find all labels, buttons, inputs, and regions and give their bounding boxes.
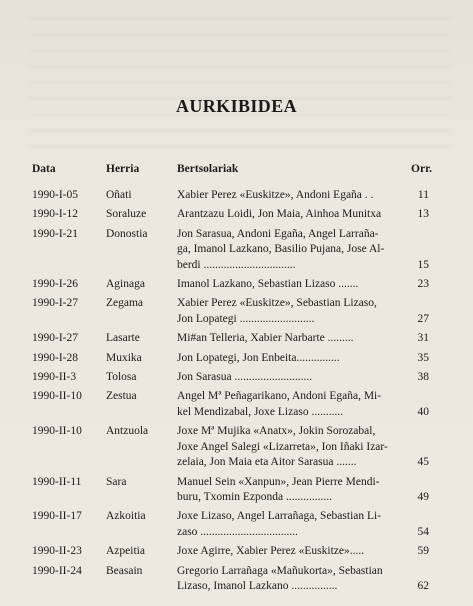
row-date: 1990-I-27 [32, 297, 78, 310]
row-bertsolariak [177, 188, 407, 203]
row-town: Beasain [106, 564, 143, 577]
row-page-number: 31 [417, 332, 429, 345]
row-town: Zegama [106, 297, 144, 310]
row-town: Zestua [106, 390, 137, 403]
row-page-number: 13 [417, 208, 429, 221]
table-row [0, 188, 473, 203]
table-row [0, 475, 473, 506]
bertsolariak-line: Jon Lopategi, Jon Enbeita............... [177, 351, 340, 364]
row-page-number: 15 [417, 258, 429, 271]
row-bertsolariak [177, 331, 407, 346]
row-date: 1990-II-11 [32, 475, 82, 488]
table-row [0, 544, 473, 559]
bertsolariak-line: Lizaso, Imanol Lazkano ................ [177, 579, 338, 592]
table-header [0, 163, 473, 179]
bertsolariak-line: buru, Txomin Ezponda ................ [177, 490, 333, 503]
row-date: 1990-I-28 [32, 351, 78, 364]
row-page-number: 27 [417, 312, 429, 325]
table-row [0, 424, 473, 470]
row-date: 1990-I-21 [32, 227, 78, 240]
bertsolariak-line: Jon Sarasua, Andoni Egaña, Angel Larraña- [177, 227, 379, 240]
page-title: AURKIBIDEA [175, 96, 298, 116]
table-row [0, 331, 473, 346]
bertsolariak-line: Manuel Sein «Xanpun», Jean Pierre Mendi- [177, 475, 380, 488]
row-town: Azpeitia [106, 545, 145, 558]
row-bertsolariak [177, 509, 407, 540]
row-bertsolariak [177, 277, 407, 292]
row-date: 1990-II-3 [32, 371, 77, 384]
table-row [0, 277, 473, 292]
row-town: Donostia [106, 227, 148, 240]
row-town: Aginaga [106, 278, 145, 291]
bertsolariak-line: Jon Sarasua ........................... [177, 371, 313, 384]
row-date: 1990-II-23 [32, 545, 82, 558]
row-page-number: 59 [417, 545, 429, 558]
row-town: Tolosa [106, 371, 137, 384]
table-row [0, 564, 473, 595]
header-data: Data [32, 163, 56, 175]
bertsolariak-line: Joxe Agirre, Xabier Perez «Euskitze»..... [177, 545, 365, 558]
bleed-through-text [30, 6, 450, 156]
row-town: Antzuola [106, 425, 149, 438]
bertsolariak-line: Joxe Mª Mujika «Anatx», Jokin Sorozabal, [177, 425, 376, 438]
table-row [0, 207, 473, 222]
bertsolariak-line: Arantzazu Loidi, Jon Maia, Ainhoa Munitxa [177, 208, 382, 221]
row-page-number: 38 [417, 371, 429, 384]
table-row [0, 389, 473, 420]
row-bertsolariak [177, 475, 407, 506]
row-bertsolariak [177, 424, 407, 470]
row-date: 1990-II-10 [32, 425, 82, 438]
bertsolariak-line: Joxe Lizaso, Angel Larrañaga, Sebastian Li- [177, 510, 382, 523]
index-table [0, 188, 473, 598]
bertsolariak-line: Xabier Perez «Euskitze», Sebastian Lizaso, [177, 297, 377, 310]
row-bertsolariak [177, 351, 407, 366]
row-bertsolariak [177, 207, 407, 222]
row-page-number: 62 [417, 579, 429, 592]
header-orr: Orr. [411, 163, 432, 175]
row-town: Muxika [106, 351, 142, 364]
row-page-number: 11 [417, 189, 429, 201]
table-row [0, 351, 473, 366]
row-date: 1990-II-17 [32, 510, 82, 523]
row-page-number: 23 [417, 278, 429, 291]
row-page-number: 49 [417, 490, 429, 503]
row-page-number: 40 [417, 405, 429, 418]
row-bertsolariak [177, 389, 407, 420]
row-page-number: 35 [417, 351, 429, 364]
row-page-number: 54 [417, 525, 429, 538]
bertsolariak-line: Joxe Angel Salegi «Lizarreta», Ion Iñaki Izar- [177, 440, 388, 453]
row-town: Azkoitia [106, 510, 146, 523]
table-row [0, 227, 473, 273]
row-date: 1990-I-27 [32, 332, 78, 345]
row-date: 1990-II-24 [32, 564, 82, 577]
row-bertsolariak [177, 544, 407, 559]
row-date: 1990-II-10 [32, 390, 82, 403]
header-herria: Herria [106, 163, 140, 175]
row-date: 1990-I-12 [32, 208, 78, 221]
row-bertsolariak [177, 296, 407, 327]
bertsolariak-line: Imanol Lazkano, Sebastian Lizaso ....... [177, 278, 359, 291]
row-date: 1990-I-05 [32, 189, 78, 201]
bertsolariak-line: kel Mendizabal, Joxe Lizaso ........... [177, 405, 344, 418]
table-row [0, 509, 473, 540]
bertsolariak-line: zelaia, Jon Maia eta Aitor Sarasua ....... [177, 456, 357, 469]
row-town: Soraluze [106, 208, 147, 221]
row-bertsolariak [177, 227, 407, 273]
bertsolariak-line: zaso .................................. [177, 525, 299, 538]
row-town: Oñati [106, 189, 132, 201]
bertsolariak-line: Angel Mª Peñagarikano, Andoni Egaña, Mi- [177, 390, 382, 403]
bertsolariak-line: Mi#an Telleria, Xabier Narbarte ......... [177, 332, 354, 345]
header-bertsolariak: Bertsolariak [177, 163, 239, 175]
bertsolariak-line: Gregorio Larrañaga «Mañukorta», Sebastian [177, 564, 383, 577]
bertsolariak-line: berdi ................................ [177, 258, 296, 271]
row-bertsolariak [177, 370, 407, 385]
table-row [0, 296, 473, 327]
row-bertsolariak [177, 564, 407, 595]
row-date: 1990-I-26 [32, 278, 78, 291]
bertsolariak-line: ga, Imanol Lazkano, Basilio Pujana, Jose Al- [177, 243, 385, 256]
table-row [0, 370, 473, 385]
row-page-number: 45 [417, 456, 429, 469]
bertsolariak-line: Xabier Perez «Euskitze», Andoni Egaña . . [177, 189, 374, 201]
bertsolariak-line: Jon Lopategi .......................... [177, 312, 315, 325]
row-town: Sara [106, 475, 127, 488]
row-town: Lasarte [106, 332, 140, 345]
